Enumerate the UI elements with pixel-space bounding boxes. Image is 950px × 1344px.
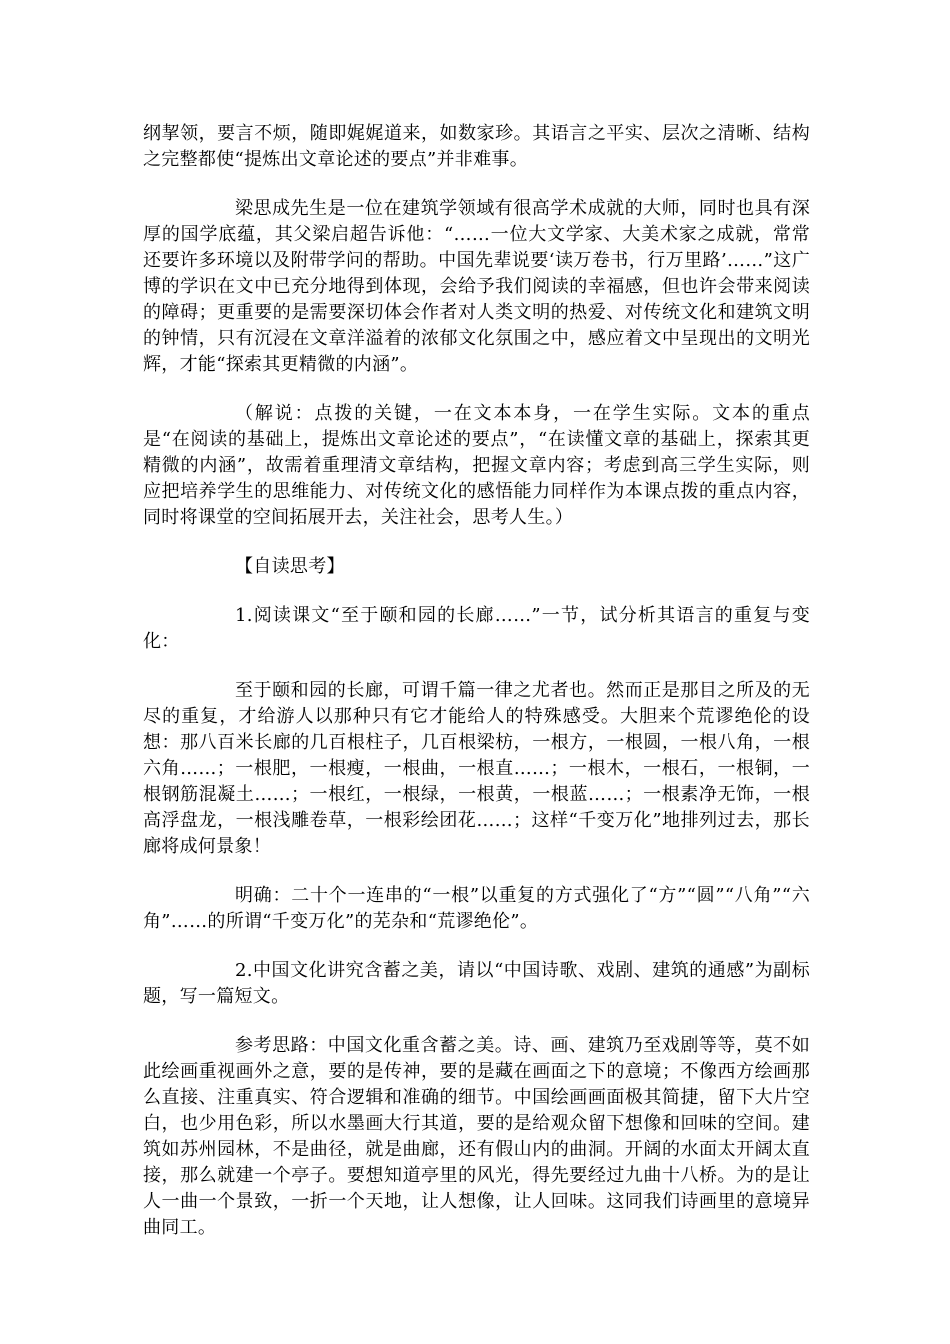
document-page bbox=[143, 121, 810, 1264]
answer-2-reference: 参考思路：中国文化重含蓄之美。诗、画、建筑乃至戏剧等等，莫不如此绘画重视画外之意，要的是传神，要的是藏在画面之下的意境；不像西方绘画那么直接、注重真实、符合逻辑和准确的细节。中国绘画画面极其简捷，留下大片空白，也少用色彩，所以水墨画大行其道，要的是给观众留下想像和回味的空间。建筑如苏州园林，不是曲径，就是曲廊，还有假山内的曲洞。开阔的水面太开阔太直接，那么就建一个亭子。要想知道亭里的风光，得先要经过九曲十八桥。为的是让人一曲一个景致，一折一个天地，让人想像，让人回味。这同我们诗画里的意境异曲同工。 bbox=[143, 1035, 810, 1238]
question-1: 1.阅读课文“至于颐和园的长廊……”一节，试分析其语言的重复与变化： bbox=[143, 605, 810, 652]
question-2: 2.中国文化讲究含蓄之美，请以“中国诗歌、戏剧、建筑的通感”为副标题，写一篇短文。 bbox=[143, 960, 810, 1007]
paragraph-continuation: 纲挈领，要言不烦，随即娓娓道来，如数家珍。其语言之平实、层次之清晰、结构之完整都使“提炼出文章论述的要点”并非难事。 bbox=[143, 123, 810, 170]
section-heading-self-reading: 【自读思考】 bbox=[235, 556, 345, 577]
answer-1: 明确：二十个一连串的“一根”以重复的方式强化了“方”“圆”“八角”“六角”……的所谓“千变万化”的芜杂和“荒谬绝伦”。 bbox=[143, 885, 810, 932]
paragraph-liang-sicheng: 梁思成先生是一位在建筑学领域有很高学术成就的大师，同时也具有深厚的国学底蕴，其父梁启超告诉他：“……一位大文学家、大美术家之成就，常常还要许多环境以及附带学问的帮助。中国先辈说要‘读万卷书，行万里路’……”这广博的学识在文中已充分地得到体现，会给予我们阅读的幸福感，但也许会带来阅读的障碍；更重要的是需要深切体会作者对人类文明的热爱、对传统文化和建筑文明的钟情，只有沉浸在文章洋溢着的浓郁文化氛围之中，感应着文中呈现出的文明光辉，才能“探索其更精微的内涵”。 bbox=[143, 198, 810, 375]
paragraph-explanation: （解说：点拨的关键，一在文本本身，一在学生实际。文本的重点是“在阅读的基础上，提炼出文章论述的要点”，“在读懂文章的基础上，探索其更精微的内涵”，故需着重理清文章结构，把握文章内容；考虑到高三学生实际，则应把培养学生的思维能力、对传统文化的感悟能力同样作为本课点拨的重点内容，同时将课堂的空间拓展开去，关注社会，思考人生。） bbox=[143, 403, 810, 528]
quoted-passage-long-corridor: 至于颐和园的长廊，可谓千篇一律之尤者也。然而正是那目之所及的无尽的重复，才给游人以那种只有它才能给人的特殊感受。大胆来个荒谬绝伦的设想：那八百米长廊的几百根柱子，几百根梁枋，一根方，一根圆，一根八角，一根六角……；一根肥，一根瘦，一根曲，一根直……；一根木，一根石，一根铜，一根钢筋混凝土……；一根红，一根绿，一根黄，一根蓝……；一根素净无饰，一根高浮盘龙，一根浅雕卷草，一根彩绘团花……；这样“千变万化”地排列过去，那长廊将成何景象！ bbox=[143, 680, 810, 857]
